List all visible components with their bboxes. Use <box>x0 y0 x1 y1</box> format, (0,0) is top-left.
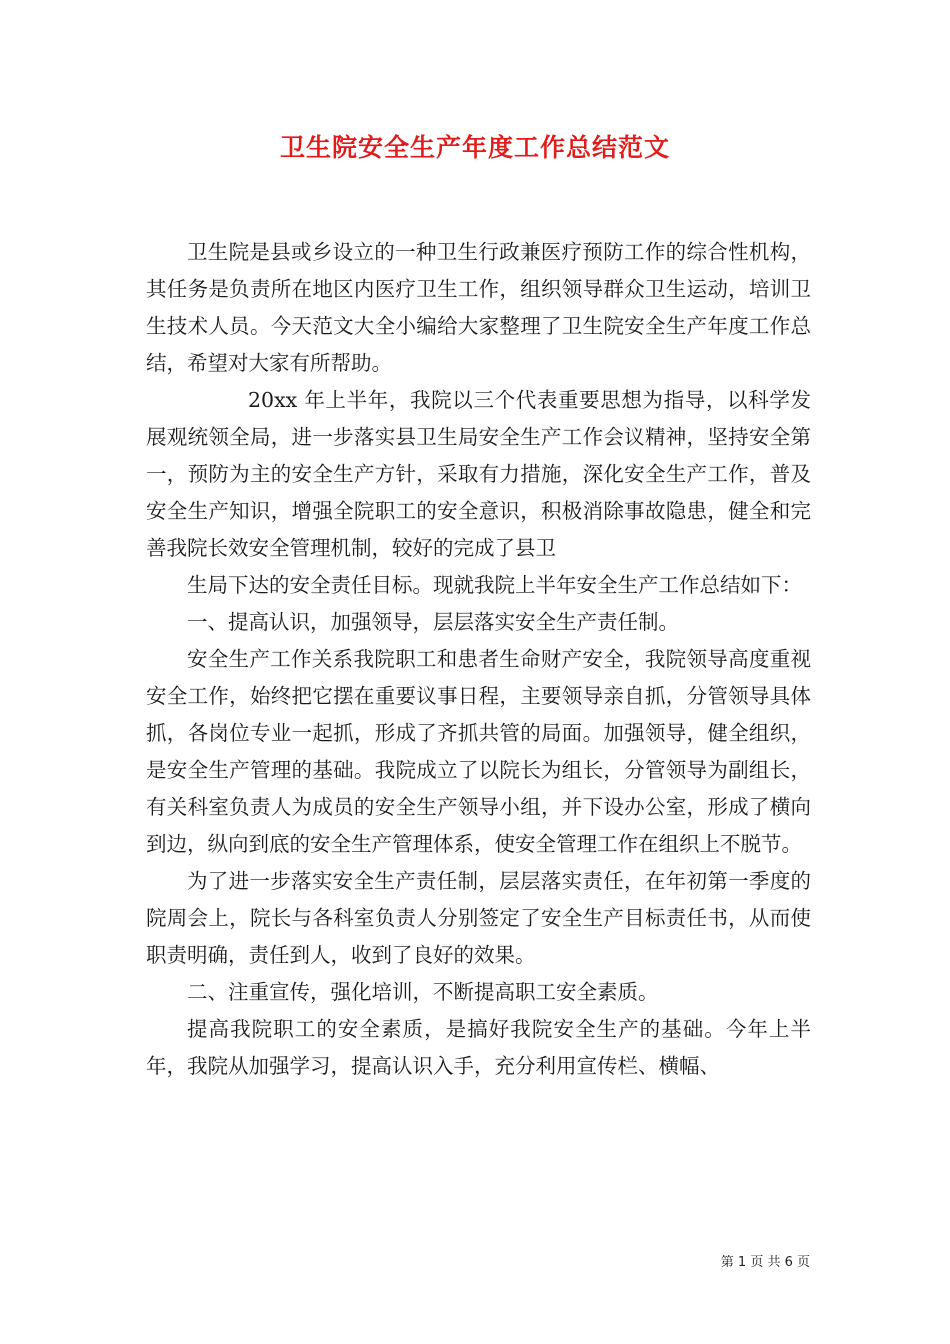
page-number: 第 1 页 共 6 页 <box>720 1255 810 1270</box>
document-title: 卫生院安全生产年度工作总结范文 <box>279 133 670 162</box>
paragraph-responsibility: 为了进一步落实安全生产责任制，层层落实责任，在年初第一季度的院周会上，院长与各科室负责人分别签定了安全生产目标责任书，从而使职责明确，责任到人，收到了良好的效果。 <box>146 869 811 967</box>
section-heading-2: 二、注重宣传，强化培训，不断提高职工安全素质。 <box>187 980 659 1004</box>
paragraph-overview: 20xx 年上半年，我院以三个代表重要思想为指导，以科学发展观统领全局，进一步落实县卫生局安全生产工作会议精神，坚持安全第一，预防为主的安全生产方针，采取有力措施，深化安全生产工作，普及安全生产知识，增强全院职工的安全意识，积极消除事故隐患，健全和完善我院长效安全管理机制，较好的完成了县卫 <box>146 388 811 560</box>
paragraph-training: 提高我院职工的安全素质，是搞好我院安全生产的基础。今年上半年，我院从加强学习，提高认识入手，充分利用宣传栏、横幅、 <box>146 1017 811 1078</box>
paragraph-overview-continued: 生局下达的安全责任目标。现就我院上半年安全生产工作总结如下： <box>187 573 802 597</box>
paragraph-intro: 卫生院是县或乡设立的一种卫生行政兼医疗预防工作的综合性机构，其任务是负责所在地区内医疗卫生工作，组织领导群众卫生运动，培训卫生技术人员。今天范文大全小编给大家整理了卫生院安全生产年度工作总结，希望对大家有所帮助。 <box>146 240 811 375</box>
paragraph-leadership: 安全生产工作关系我院职工和患者生命财产安全，我院领导高度重视安全工作，始终把它摆在重要议事日程，主要领导亲自抓，分管领导具体抓，各岗位专业一起抓，形成了齐抓共管的局面。加强领导，健全组织，是安全生产管理的基础。我院成立了以院长为组长，分管领导为副组长，有关科室负责人为成员的安全生产领导小组，并下设办公室，形成了横向到边，纵向到底的安全生产管理体系，使安全管理工作在组织上不脱节。 <box>146 647 811 856</box>
section-heading-1: 一、提高认识，加强领导，层层落实安全生产责任制。 <box>187 610 679 634</box>
document-body <box>146 234 811 1085</box>
